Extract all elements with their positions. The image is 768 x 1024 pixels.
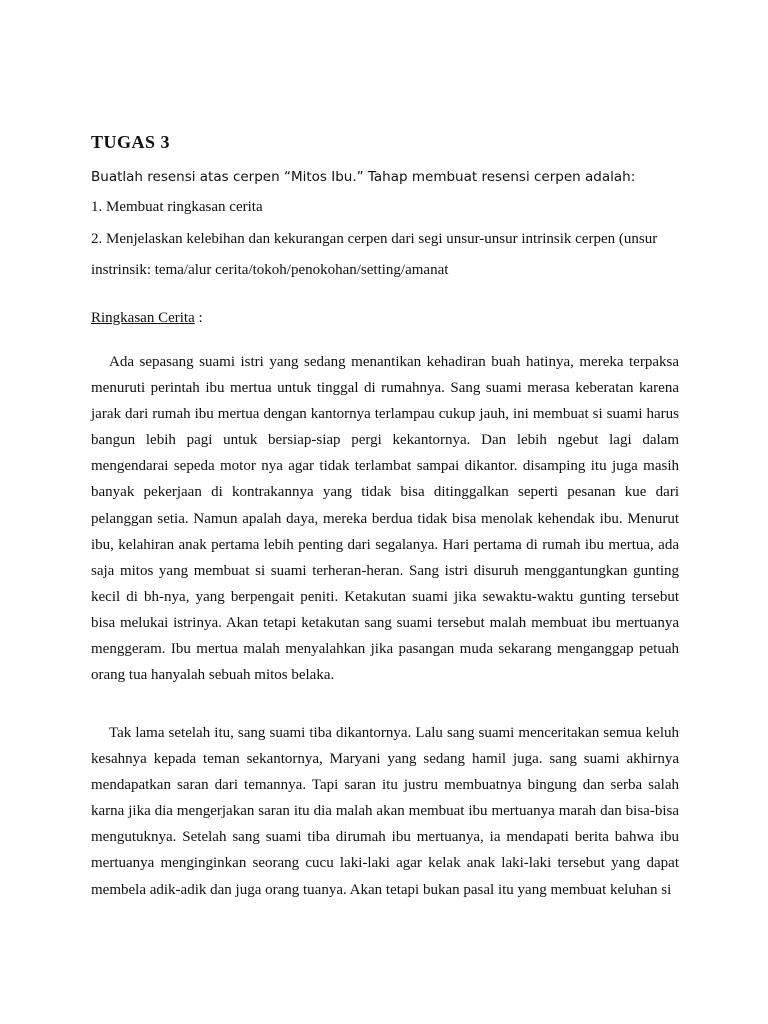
instruction-intro: Buatlah resensi atas cerpen “Mitos Ibu.” Tahap membuat resensi cerpen adalah: xyxy=(91,169,636,185)
summary-heading-label: Ringkasan Cerita xyxy=(91,310,195,326)
instruction-step-2: 2. Menjelaskan kelebihan dan kekurangan cerpen dari segi unsur-unsur intrinsik cerpen (unsur xyxy=(91,231,658,247)
summary-paragraph-2: Tak lama setelah itu, sang suami tiba dikantornya. Lalu sang suami menceritakan semua keluh kesahnya kepada teman sekantornya, Maryani yang sedang hamil juga. sang suami akhirnya mendapatkan saran dari temannya. Tapi saran itu justru membuatnya bingung dan serba salah karna jika dia mengerjakan saran itu dia malah akan membuat ibu mertuanya marah dan bisa-bisa mengutuknya. Setelah sang suami tiba dirumah ibu mertuanya, ia mendapati berita bahwa ibu mertuanya menginginkan seorang cucu laki-laki agar kelak anak laki-laki tersebut yang dapat membela adik-adik dan juga orang tuanya. Akan tetapi bukan pasal itu yang membuat keluhan si xyxy=(91,725,679,898)
instruction-step-1: 1. Membuat ringkasan cerita xyxy=(91,199,263,215)
instruction-step-2-continued: instrinsik: tema/alur cerita/tokoh/penokohan/setting/amanat xyxy=(91,262,449,278)
summary-heading xyxy=(91,310,203,327)
summary-paragraph-1: Ada sepasang suami istri yang sedang menantikan kehadiran buah hatinya, mereka terpaksa menuruti perintah ibu mertua untuk tinggal di rumahnya. Sang suami merasa keberatan karena jarak dari rumah ibu mertua dengan kantornya terlampau cukup jauh, ini membuat si suami harus bangun lebih pagi untuk bersiap-siap pergi kekantornya. Dan lebih ngebut lagi dalam mengendarai sepeda motor nya agar tidak terlambat sampai dikantor. disamping itu juga masih banyak pekerjaan di kontrakannya yang tidak bisa ditinggalkan seperti pesanan kue dari pelanggan setia. Namun apalah daya, mereka berdua tidak bisa menolak kehendak ibu. Menurut ibu, kelahiran anak pertama lebih penting dari segalanya. Hari pertama di rumah ibu mertua, ada saja mitos yang membuat si suami terheran-heran. Sang istri disuruh menggantungkan gunting kecil di bh-nya, yang berpengait peniti. Ketakutan suami jika sewaktu-waktu gunting tersebut bisa melukai istrinya. Akan tetapi ketakutan sang suami tersebut malah membuat ibu mertuanya menggeram. Ibu mertua malah menyalahkan jika pasangan muda sekarang menganggap petuah orang tua hanyalah sebuah mitos belaka. xyxy=(91,354,679,684)
document-title: TUGAS 3 xyxy=(91,132,171,152)
summary-heading-colon: : xyxy=(194,310,203,326)
